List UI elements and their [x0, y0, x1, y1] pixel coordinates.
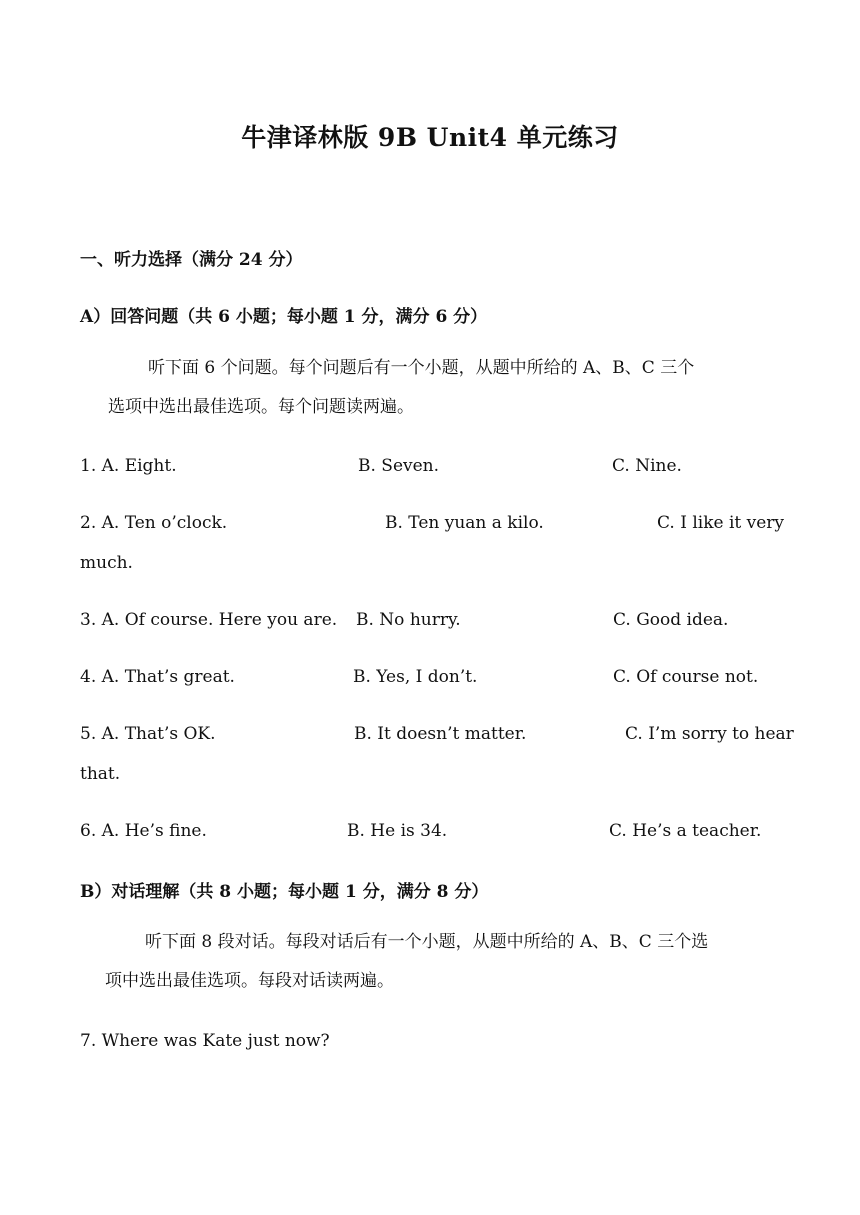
- option-a: 4. A. That’s great.: [80, 667, 235, 687]
- option-b: B. Seven.: [358, 456, 440, 476]
- part-a-heading: A）回答问题（共 6 小题；每小题 1 分，满分 6 分）: [80, 307, 488, 327]
- part-a-instruction-line-2: 选项中选出最佳选项。每个问题读两遍。: [108, 397, 414, 417]
- question-7: 7. Where was Kate just now?: [80, 1031, 330, 1051]
- question-2-continuation: much.: [80, 553, 133, 573]
- question-5: [80, 724, 794, 748]
- question-6: [80, 821, 785, 845]
- option-a: 6. A. He’s fine.: [80, 821, 207, 841]
- option-b: B. No hurry.: [356, 610, 461, 630]
- question-3: [80, 610, 785, 634]
- part-a-instruction-line-1: 听下面 6 个问题。每个问题后有一个小题，从题中所给的 A、B、C 三个: [148, 358, 695, 378]
- option-c: C. I’m sorry to hear: [625, 724, 794, 744]
- question-1: [80, 456, 785, 480]
- option-b: B. Ten yuan a kilo.: [385, 513, 544, 533]
- question-2: [80, 513, 785, 537]
- option-a: 3. A. Of course. Here you are.: [80, 610, 338, 630]
- option-c: C. Nine.: [612, 456, 682, 476]
- section-1-heading: 一、听力选择（满分 24 分）: [80, 250, 303, 270]
- option-c: C. Good idea.: [613, 610, 729, 630]
- option-a: 2. A. Ten o’clock.: [80, 513, 228, 533]
- option-a: 5. A. That’s OK.: [80, 724, 216, 744]
- option-c: C. He’s a teacher.: [609, 821, 762, 841]
- option-b: B. Yes, I don’t.: [353, 667, 478, 687]
- question-5-continuation: that.: [80, 764, 121, 784]
- part-b-instruction-line-1: 听下面 8 段对话。每段对话后有一个小题，从题中所给的 A、B、C 三个选: [145, 932, 709, 952]
- question-4: [80, 667, 785, 691]
- part-b-heading: B）对话理解（共 8 小题；每小题 1 分，满分 8 分）: [80, 882, 489, 902]
- option-b: B. It doesn’t matter.: [354, 724, 527, 744]
- option-a: 1. A. Eight.: [80, 456, 177, 476]
- option-c: C. Of course not.: [613, 667, 759, 687]
- option-b: B. He is 34.: [347, 821, 448, 841]
- option-c: C. I like it very: [657, 513, 785, 533]
- document-title: 牛津译林版 9B Unit4 单元练习: [241, 123, 619, 152]
- part-b-instruction-line-2: 项中选出最佳选项。每段对话读两遍。: [105, 971, 394, 991]
